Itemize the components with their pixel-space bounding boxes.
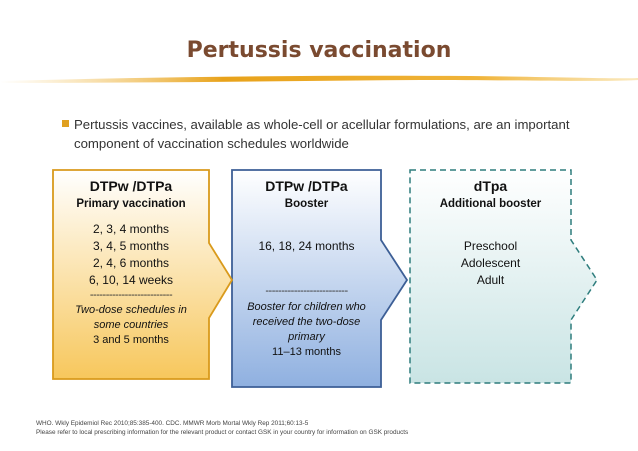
note-italic: Two-dose schedules in some countries bbox=[75, 304, 187, 331]
footer-references bbox=[36, 419, 626, 437]
schedule-value: Adolescent bbox=[460, 256, 521, 270]
column-subheading: Booster bbox=[284, 198, 329, 210]
footer-citation: WHO. Wkly Epidemiol Rec 2010;85:385-400. CDC. MMWR Morb Mortal Wkly Rep 2011;60:13-5 bbox=[36, 420, 309, 427]
booster-column bbox=[232, 178, 381, 360]
column-heading: DTPw /DTPa bbox=[265, 178, 348, 194]
schedule-value: 6, 10, 14 weeks bbox=[88, 273, 174, 287]
column-heading: dTpa bbox=[473, 178, 508, 194]
schedule-value: 16, 18, 24 months bbox=[258, 239, 355, 253]
schedule-value: 2, 3, 4 months bbox=[92, 222, 170, 236]
note-plain: 3 and 5 months bbox=[93, 334, 169, 346]
primary-vaccination-column bbox=[53, 178, 209, 348]
schedule-value: Adult bbox=[476, 273, 505, 287]
divider: -------------------------- bbox=[265, 285, 348, 297]
note-italic: Booster for children who received the two-dose primary bbox=[247, 301, 366, 343]
column-subheading: Primary vaccination bbox=[76, 198, 186, 210]
divider: -------------------------- bbox=[89, 289, 173, 301]
additional-booster-column bbox=[410, 178, 571, 289]
schedule-value: Preschool bbox=[463, 239, 518, 253]
note-plain: 11–13 months bbox=[272, 346, 341, 358]
slide-title: Pertussis vaccination bbox=[186, 38, 452, 63]
bullet-text: Pertussis vaccines, available as whole-cell or acellular formulations, are an important component of vaccination schedules worldwide bbox=[74, 117, 570, 151]
schedule-value: 3, 4, 5 months bbox=[92, 239, 170, 253]
footer-disclaimer: Please refer to local prescribing information for the relevant product or contact GSK in your country for information on GSK products bbox=[36, 429, 409, 436]
schedule-value: 2, 4, 6 months bbox=[92, 256, 170, 270]
column-heading: DTPw /DTPa bbox=[89, 178, 173, 194]
column-subheading: Additional booster bbox=[439, 198, 542, 210]
